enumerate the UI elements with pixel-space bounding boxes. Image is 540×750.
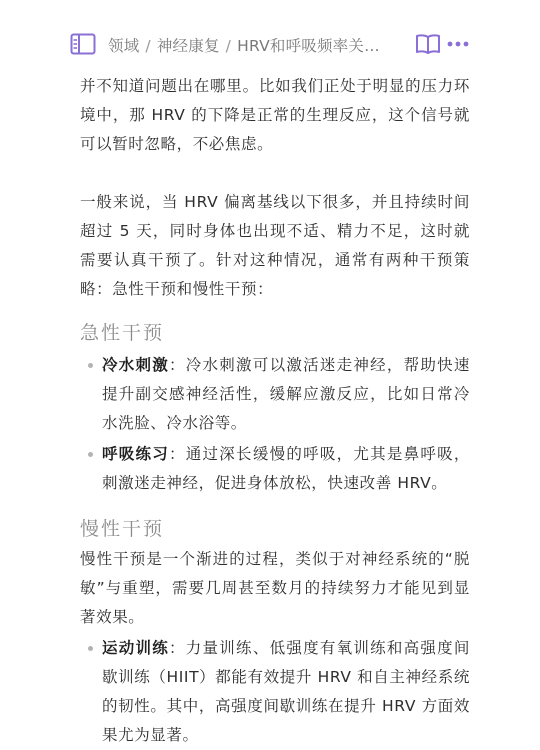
list-item (80, 634, 470, 750)
bullet-icon (88, 646, 93, 651)
bullet-list (80, 351, 470, 498)
more-options-icon[interactable] (447, 38, 469, 50)
breadcrumb-item[interactable]: HRV和呼吸频率关… (237, 37, 380, 55)
bullet-icon (88, 452, 93, 457)
list-item-text: ：通过深长缓慢的呼吸，尤其是鼻呼吸，刺激迷走神经，促进身体放松，快速改善 HRV。 (102, 445, 470, 492)
article-content (80, 72, 470, 750)
reading-mode-icon[interactable] (415, 33, 441, 55)
section-heading: 慢性干预 (80, 518, 165, 540)
breadcrumb-item[interactable]: 领域 (108, 37, 140, 55)
list-item-text: ：冷水刺激可以激活迷走神经，帮助快速提升副交感神经活性，缓解应激反应，比如日常冷水洗脸、冷水浴等。 (102, 356, 470, 432)
section-heading: 急性干预 (80, 322, 165, 344)
paragraph: 一般来说，当 HRV 偏离基线以下很多，并且持续时间超过 5 天，同时身体也出现不适、精力不足，这时就需要认真干预了。针对这种情况，通常有两种干预策略：急性干预和慢性干预： (80, 193, 470, 298)
list-item (80, 351, 470, 438)
bullet-list (80, 634, 470, 750)
paragraph: 并不知道问题出在哪里。比如我们正处于明显的压力环境中，那 HRV 的下降是正常的生理反应，这个信号就可以暂时忽略，不必焦虑。 (80, 77, 470, 153)
breadcrumb-separator: / (225, 37, 232, 55)
list-item-term: 呼吸练习 (102, 445, 170, 463)
list-item-text: ：力量训练、低强度有氧训练和高强度间歇训练（HIIT）都能有效提升 HRV 和自主神经系统的韧性。其中，高强度间歇训练在提升 HRV 方面效果尤为显著。 (102, 639, 470, 744)
sidebar-toggle-icon[interactable] (70, 33, 96, 55)
list-item-term: 冷水刺激 (102, 356, 170, 374)
breadcrumb-separator: / (145, 37, 151, 55)
breadcrumb (108, 34, 400, 56)
list-item-term: 运动训练 (102, 639, 170, 657)
paragraph: 慢性干预是一个渐进的过程，类似于对神经系统的“脱敏”与重塑，需要几周甚至数月的持续努力才能见到显著效果。 (80, 550, 470, 626)
breadcrumb-item[interactable]: 神经康复 (156, 37, 220, 55)
bullet-icon (88, 363, 93, 368)
list-item (80, 440, 470, 498)
